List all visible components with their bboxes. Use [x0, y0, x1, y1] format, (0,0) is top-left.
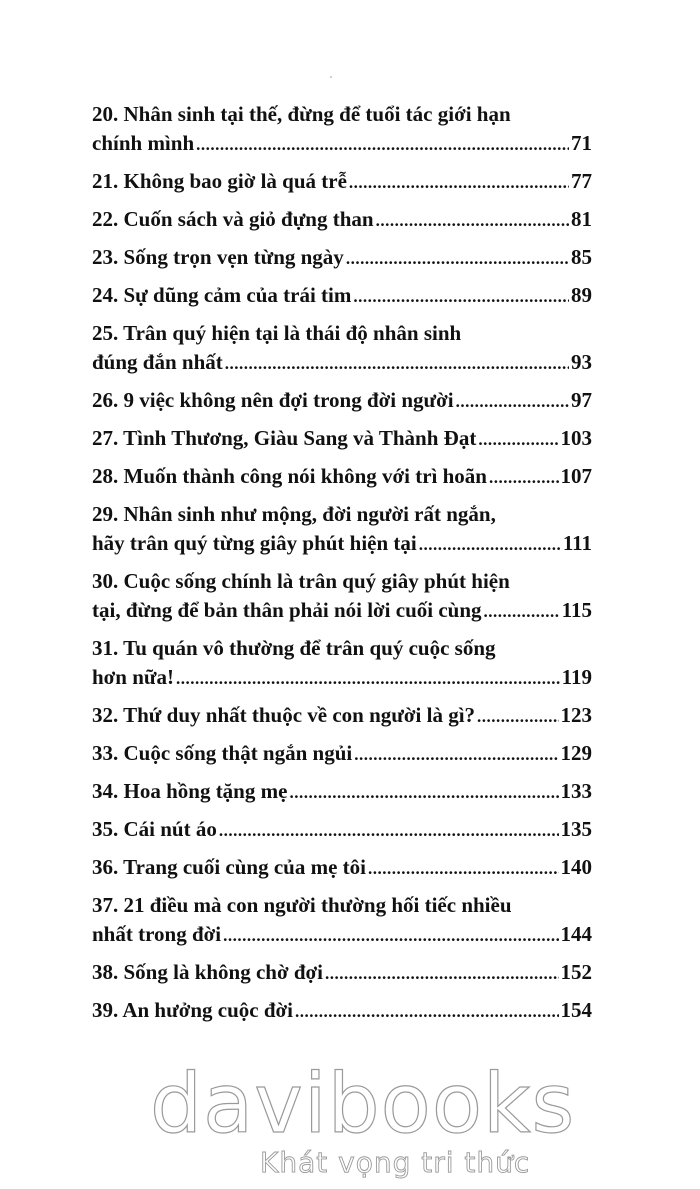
toc-entry-title: 24. Sự dũng cảm của trái tim — [92, 283, 352, 307]
toc-entry-leader-line — [92, 663, 592, 693]
page-number: 123 — [560, 703, 592, 727]
watermark-brand: davibooks — [150, 1057, 576, 1152]
dot-leader — [325, 959, 559, 988]
toc-entry-title-line: 31. Tu quán vô thường để trân quý cuộc sống — [92, 636, 496, 660]
toc-entry-leader-line — [92, 920, 592, 950]
dot-leader — [223, 921, 558, 950]
toc-entry[interactable] — [92, 500, 592, 559]
toc-entry-title: 39. An hưởng cuộc đời — [92, 998, 293, 1022]
page-number: 97 — [571, 388, 592, 412]
toc-entry[interactable] — [92, 634, 592, 693]
toc-entry[interactable] — [92, 815, 592, 845]
page-number: 154 — [560, 998, 592, 1022]
toc-entry-leader-line — [92, 167, 592, 197]
toc-entry[interactable] — [92, 739, 592, 769]
dot-leader — [456, 387, 569, 416]
toc-entry[interactable] — [92, 701, 592, 731]
toc-entry-title: 23. Sống trọn vẹn từng ngày — [92, 245, 344, 269]
toc-entry[interactable] — [92, 567, 592, 626]
page-number: 71 — [571, 131, 592, 155]
toc-entry-leader-line — [92, 386, 592, 416]
page-number: 89 — [571, 283, 592, 307]
toc-entry-title: chính mình — [92, 131, 195, 155]
scan-speck — [330, 76, 332, 78]
toc-entry-leader-line — [92, 996, 592, 1026]
toc-entry-leader-line — [92, 129, 592, 159]
toc-entry[interactable] — [92, 958, 592, 988]
toc-entry-leader-line — [92, 529, 592, 559]
toc-entry[interactable] — [92, 996, 592, 1026]
dot-leader — [489, 463, 559, 492]
toc-entry[interactable] — [92, 100, 592, 159]
toc-entry-title: 22. Cuốn sách và giỏ đựng than — [92, 207, 374, 231]
dot-leader — [196, 130, 569, 159]
toc-entry-title: 34. Hoa hồng tặng mẹ — [92, 779, 288, 803]
dot-leader — [289, 778, 558, 807]
page-number: 129 — [560, 741, 592, 765]
page-number: 135 — [560, 817, 592, 841]
toc-entry[interactable] — [92, 891, 592, 950]
toc-entry-title: 26. 9 việc không nên đợi trong đời người — [92, 388, 454, 412]
toc-entry[interactable] — [92, 167, 592, 197]
dot-leader — [349, 168, 569, 197]
toc-entry-title: hãy trân quý từng giây phút hiện tại — [92, 531, 417, 555]
dot-leader — [225, 349, 569, 378]
page-number: 107 — [560, 464, 592, 488]
page-number: 81 — [571, 207, 592, 231]
toc-entry-leader-line — [92, 958, 592, 988]
toc-entry-leader-line — [92, 281, 592, 311]
toc-entry-title-line: 30. Cuộc sống chính là trân quý giây phút hiện — [92, 569, 510, 593]
dot-leader — [354, 740, 558, 769]
toc-entry[interactable] — [92, 319, 592, 378]
toc-entry-leader-line — [92, 815, 592, 845]
toc-entry-title: 36. Trang cuối cùng của mẹ tôi — [92, 855, 366, 879]
dot-leader — [484, 597, 560, 626]
toc-entry-title: 35. Cái nút áo — [92, 817, 217, 841]
toc-entry-title: 21. Không bao giờ là quá trễ — [92, 169, 347, 193]
toc-entry[interactable] — [92, 853, 592, 883]
toc-entry-leader-line — [92, 777, 592, 807]
toc-entry-leader-line — [92, 205, 592, 235]
toc-entry-title: nhất trong đời — [92, 922, 222, 946]
toc-entry[interactable] — [92, 424, 592, 454]
page-number: 152 — [560, 960, 592, 984]
dot-leader — [376, 206, 569, 235]
page-number: 115 — [561, 598, 592, 622]
dot-leader — [368, 854, 559, 883]
toc-entry-leader-line — [92, 462, 592, 492]
toc-entry-title: 33. Cuộc sống thật ngắn ngủi — [92, 741, 353, 765]
toc-entry-title: hơn nữa! — [92, 665, 175, 689]
toc-entry-title: 28. Muốn thành công nói không với trì hoãn — [92, 464, 487, 488]
dot-leader — [419, 530, 561, 559]
dot-leader — [219, 816, 559, 845]
toc-entry-leader-line — [92, 596, 592, 626]
toc-entry-title-line: 25. Trân quý hiện tại là thái độ nhân sinh — [92, 321, 462, 345]
toc-entry-leader-line — [92, 701, 592, 731]
toc-entry-leader-line — [92, 348, 592, 378]
toc-entry-title: 32. Thứ duy nhất thuộc về con người là gì? — [92, 703, 476, 727]
page-number: 140 — [560, 855, 592, 879]
page-number: 119 — [561, 665, 592, 689]
page-number: 93 — [571, 350, 592, 374]
toc-entry-title: tại, đừng để bản thân phải nói lời cuối cùng — [92, 598, 482, 622]
toc-entry-leader-line — [92, 853, 592, 883]
dot-leader — [176, 664, 560, 693]
page-number: 103 — [560, 426, 592, 450]
toc-entry[interactable] — [92, 243, 592, 273]
dot-leader — [353, 282, 569, 311]
page-number: 133 — [560, 779, 592, 803]
dot-leader — [346, 244, 569, 273]
page-number: 77 — [571, 169, 592, 193]
page-number: 111 — [562, 531, 592, 555]
toc-entry-title: 27. Tình Thương, Giàu Sang và Thành Đạt — [92, 426, 477, 450]
toc-entry-title: đúng đắn nhất — [92, 350, 223, 374]
toc-entry-title-line: 29. Nhân sinh như mộng, đời người rất ngắn, — [92, 502, 496, 526]
toc-entry-leader-line — [92, 243, 592, 273]
toc-entry[interactable] — [92, 777, 592, 807]
toc-entry-title-line: 37. 21 điều mà con người thường hối tiếc nhiều — [92, 893, 512, 917]
dot-leader — [477, 702, 558, 731]
toc-entry[interactable] — [92, 386, 592, 416]
toc-entry[interactable] — [92, 281, 592, 311]
toc-entry[interactable] — [92, 205, 592, 235]
watermark-slogan: Khát vọng tri thức — [260, 1146, 531, 1179]
toc-entry-leader-line — [92, 424, 592, 454]
publisher-watermark — [150, 1057, 576, 1182]
page-number: 144 — [560, 922, 592, 946]
toc-entry-leader-line — [92, 739, 592, 769]
page-number: 85 — [571, 245, 592, 269]
toc-entry-title-line: 20. Nhân sinh tại thế, đừng để tuổi tác giới hạn — [92, 102, 511, 126]
table-of-contents — [92, 100, 592, 1034]
dot-leader — [478, 425, 558, 454]
toc-entry-title: 38. Sống là không chờ đợi — [92, 960, 323, 984]
toc-entry[interactable] — [92, 462, 592, 492]
dot-leader — [295, 997, 559, 1026]
